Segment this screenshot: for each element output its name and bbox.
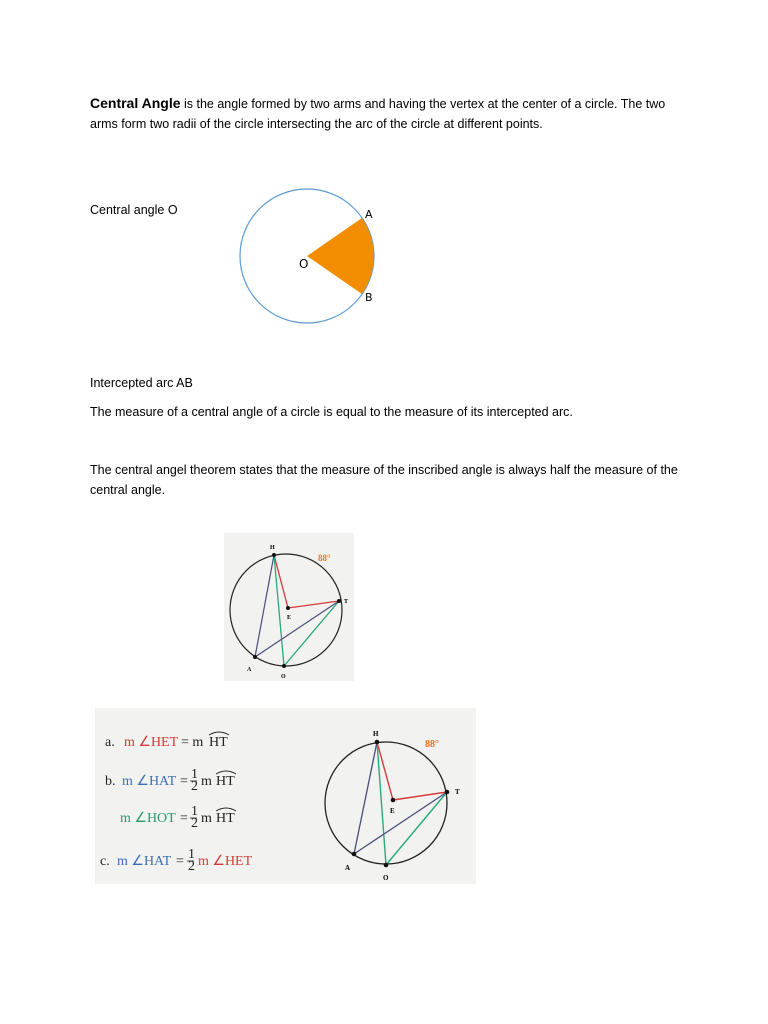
fig3-label-h: H: [373, 730, 379, 738]
formula-c-left: m ∠HAT: [117, 854, 172, 869]
formula-c-half-num: 1: [188, 847, 195, 862]
formula-c-letter: c.: [100, 854, 110, 869]
fig3-point-e-dot: [391, 798, 396, 803]
intercepted-arc-label: Intercepted arc AB: [90, 376, 193, 390]
fig2-label-e: E: [287, 615, 292, 621]
formula-hot-eq: =: [180, 811, 188, 826]
point-a-dot: [253, 655, 257, 659]
formula-b-letter: b.: [105, 774, 116, 789]
intro-paragraph: [90, 93, 690, 134]
theorem-statement: The central angel theorem states that the measure of the inscribed angle is always half the measure of the central angle.: [90, 463, 678, 497]
formula-hot-arc: HT: [216, 811, 235, 826]
formula-c-right: m ∠HET: [198, 854, 253, 869]
fig3-label-o: O: [383, 874, 389, 882]
formula-b-eq: =: [180, 774, 188, 789]
formula-hot-half-num: 1: [191, 804, 198, 819]
fig2-arc-measure: 88°: [318, 553, 331, 563]
fig3-point-t-dot: [445, 790, 450, 795]
formula-a-left: m ∠HET: [124, 735, 179, 750]
point-t-dot: [337, 599, 341, 603]
central-angle-label: Central angle O: [90, 203, 178, 217]
formula-a-arc: HT: [209, 735, 228, 750]
formula-b-half-den: 2: [191, 779, 198, 794]
theorem-formulas-figure: [95, 708, 476, 884]
point-h-dot: [272, 553, 276, 557]
fig2-label-a: A: [247, 667, 252, 673]
fig3-point-h-dot: [375, 740, 380, 745]
central-angle-figure: [200, 180, 390, 340]
central-angle-sector: [307, 218, 374, 294]
fig3-label-a: A: [345, 864, 351, 872]
fig3-arc-measure: 88°: [425, 739, 439, 750]
fig2-label-t: T: [344, 599, 349, 605]
formula-c-half-den: 2: [188, 859, 195, 874]
central-angle-term: Central Angle: [90, 95, 181, 111]
central-angle-definition: is the angle formed by two arms and having the vertex at the center of a circle. The two arms form two radii of the circle intersecting the arc of the circle at different points.: [90, 97, 666, 131]
fig3-label-e: E: [390, 807, 395, 815]
point-e-dot: [286, 606, 290, 610]
measure-statement: The measure of a central angle of a circle is equal to the measure of its intercepted arc.: [90, 405, 573, 419]
fig3-point-a-dot: [352, 852, 357, 857]
point-label-b: B: [365, 291, 373, 304]
formula-hot-m: m: [201, 811, 212, 826]
formula-b-m: m: [201, 774, 212, 789]
fig3-point-o-dot: [384, 863, 389, 868]
formula-c-eq: =: [176, 854, 184, 869]
formula-b-half-num: 1: [191, 767, 198, 782]
formula-a-eq: = m: [181, 735, 204, 750]
fig2-label-o: O: [281, 674, 286, 680]
formula-a-letter: a.: [105, 735, 115, 750]
formula-hot-half-den: 2: [191, 816, 198, 831]
formula-hot-left: m ∠HOT: [120, 811, 176, 826]
point-label-a: A: [365, 208, 373, 221]
point-o-dot: [282, 664, 286, 668]
formula-b-arc: HT: [216, 774, 235, 789]
center-label-o: O: [299, 257, 309, 271]
inscribed-angle-figure: [224, 533, 354, 681]
fig2-label-h: H: [270, 545, 275, 551]
fig3-label-t: T: [455, 788, 460, 796]
formula-b-left: m ∠HAT: [122, 774, 177, 789]
